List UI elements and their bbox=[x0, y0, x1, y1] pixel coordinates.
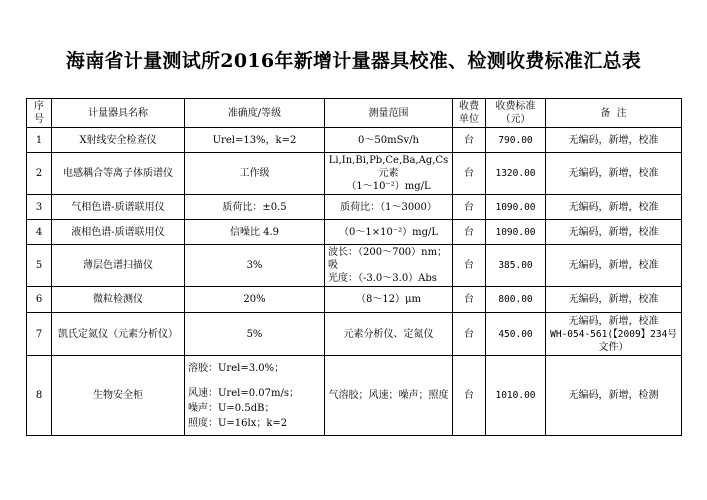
cell-seq: 1 bbox=[27, 128, 52, 153]
header-range: 测量范围 bbox=[325, 99, 453, 128]
range-line: 光度：（-3.0～3.0）Abs bbox=[328, 273, 437, 284]
cell-name: 微粒检测仪 bbox=[52, 287, 185, 313]
cell-fee: 385.00 bbox=[486, 245, 546, 287]
cell-unit: 台 bbox=[453, 313, 486, 356]
table-row bbox=[27, 195, 682, 220]
cell-accuracy bbox=[185, 356, 325, 436]
cell-seq: 8 bbox=[27, 356, 52, 436]
cell-unit: 台 bbox=[453, 220, 486, 245]
header-unit: 收费 单位 bbox=[453, 99, 486, 128]
accuracy-line: 风速：Urel=0.07m/s； bbox=[188, 387, 299, 399]
header-accuracy: 准确度/等级 bbox=[185, 99, 325, 128]
cell-range bbox=[325, 153, 453, 195]
range-line: （1～10⁻²）mg/L bbox=[346, 181, 431, 192]
cell-unit: 台 bbox=[453, 153, 486, 195]
table-header-row bbox=[27, 99, 682, 128]
remark-line: 文件） bbox=[598, 341, 629, 353]
cell-name: 气相色谱-质谱联用仪 bbox=[52, 195, 185, 220]
cell-accuracy: 质荷比：±0.5 bbox=[185, 195, 325, 220]
cell-unit: 台 bbox=[453, 245, 486, 287]
cell-range: 元素分析仪、定氮仪 bbox=[325, 313, 453, 356]
table-row bbox=[27, 313, 682, 356]
table-row bbox=[27, 153, 682, 195]
cell-range: 气溶胶；风速；噪声；照度 bbox=[325, 356, 453, 436]
table-row bbox=[27, 128, 682, 153]
header-remark: 备 注 bbox=[546, 99, 682, 128]
header-name: 计量器具名称 bbox=[52, 99, 185, 128]
cell-fee: 450.00 bbox=[486, 313, 546, 356]
table-row bbox=[27, 287, 682, 313]
cell-remark: 无编码，新增，校准 bbox=[546, 195, 682, 220]
remark-line: 无编码，新增，校准 bbox=[568, 315, 659, 327]
cell-accuracy: Urel=13%，k=2 bbox=[185, 128, 325, 153]
table-row bbox=[27, 245, 682, 287]
cell-fee: 1090.00 bbox=[486, 220, 546, 245]
cell-accuracy: 3% bbox=[185, 245, 325, 287]
table-row bbox=[27, 220, 682, 245]
header-fee: 收费标准 （元） bbox=[486, 99, 546, 128]
fee-table bbox=[26, 98, 682, 436]
cell-remark: 无编码，新增，校准 bbox=[546, 220, 682, 245]
header-seq: 序 号 bbox=[27, 99, 52, 128]
accuracy-line: 照度：U=16lx；k=2 bbox=[188, 417, 288, 429]
cell-name: 生物安全柜 bbox=[52, 356, 185, 436]
document-title: 海南省计量测试所2016年新增计量器具校准、检测收费标准汇总表 bbox=[65, 50, 642, 72]
cell-unit: 台 bbox=[453, 195, 486, 220]
cell-remark: 无编码，新增，校准 bbox=[546, 153, 682, 195]
cell-name: X射线安全检查仪 bbox=[52, 128, 185, 153]
cell-accuracy: 信噪比 4.9 bbox=[185, 220, 325, 245]
cell-remark: 无编码，新增，检测 bbox=[546, 356, 682, 436]
table-row bbox=[27, 356, 682, 436]
cell-accuracy: 20% bbox=[185, 287, 325, 313]
cell-unit: 台 bbox=[453, 356, 486, 436]
cell-fee: 790.00 bbox=[486, 128, 546, 153]
cell-range bbox=[325, 245, 453, 287]
cell-seq: 4 bbox=[27, 220, 52, 245]
cell-accuracy: 5% bbox=[185, 313, 325, 356]
cell-name: 电感耦合等离子体质谱仪 bbox=[52, 153, 185, 195]
accuracy-line: 溶胶：Urel=3.0%； bbox=[188, 362, 285, 374]
accuracy-line: 噪声：U=0.5dB； bbox=[188, 402, 275, 414]
cell-accuracy: 工作级 bbox=[185, 153, 325, 195]
cell-range: （8～12）μm bbox=[325, 287, 453, 313]
remark-line: WH-054-561(【2009】234号 bbox=[550, 328, 677, 340]
range-line: 波长：（200～700）nm；吸 bbox=[328, 247, 448, 271]
cell-fee: 1320.00 bbox=[486, 153, 546, 195]
cell-range: 质荷比：（1～3000） bbox=[325, 195, 453, 220]
cell-range: 0～50mSv/h bbox=[325, 128, 453, 153]
cell-unit: 台 bbox=[453, 287, 486, 313]
cell-remark bbox=[546, 313, 682, 356]
cell-name: 液相色谱-质谱联用仪 bbox=[52, 220, 185, 245]
cell-remark: 无编码，新增，校准 bbox=[546, 128, 682, 153]
cell-fee: 1090.00 bbox=[486, 195, 546, 220]
cell-remark: 无编码，新增，校准 bbox=[546, 287, 682, 313]
range-line: Li,In,Bi,Pb,Ce,Ba,Ag,Cs 元素 bbox=[328, 155, 449, 179]
cell-fee: 1010.00 bbox=[486, 356, 546, 436]
cell-name: 凯氏定氮仪（元素分析仪） bbox=[52, 313, 185, 356]
cell-seq: 6 bbox=[27, 287, 52, 313]
cell-fee: 800.00 bbox=[486, 287, 546, 313]
cell-range: （0～1×10⁻²）mg/L bbox=[325, 220, 453, 245]
cell-unit: 台 bbox=[453, 128, 486, 153]
cell-seq: 3 bbox=[27, 195, 52, 220]
cell-seq: 5 bbox=[27, 245, 52, 287]
cell-seq: 2 bbox=[27, 153, 52, 195]
cell-name: 薄层色谱扫描仪 bbox=[52, 245, 185, 287]
line-spacer bbox=[188, 376, 321, 386]
cell-remark: 无编码，新增，校准 bbox=[546, 245, 682, 287]
cell-seq: 7 bbox=[27, 313, 52, 356]
